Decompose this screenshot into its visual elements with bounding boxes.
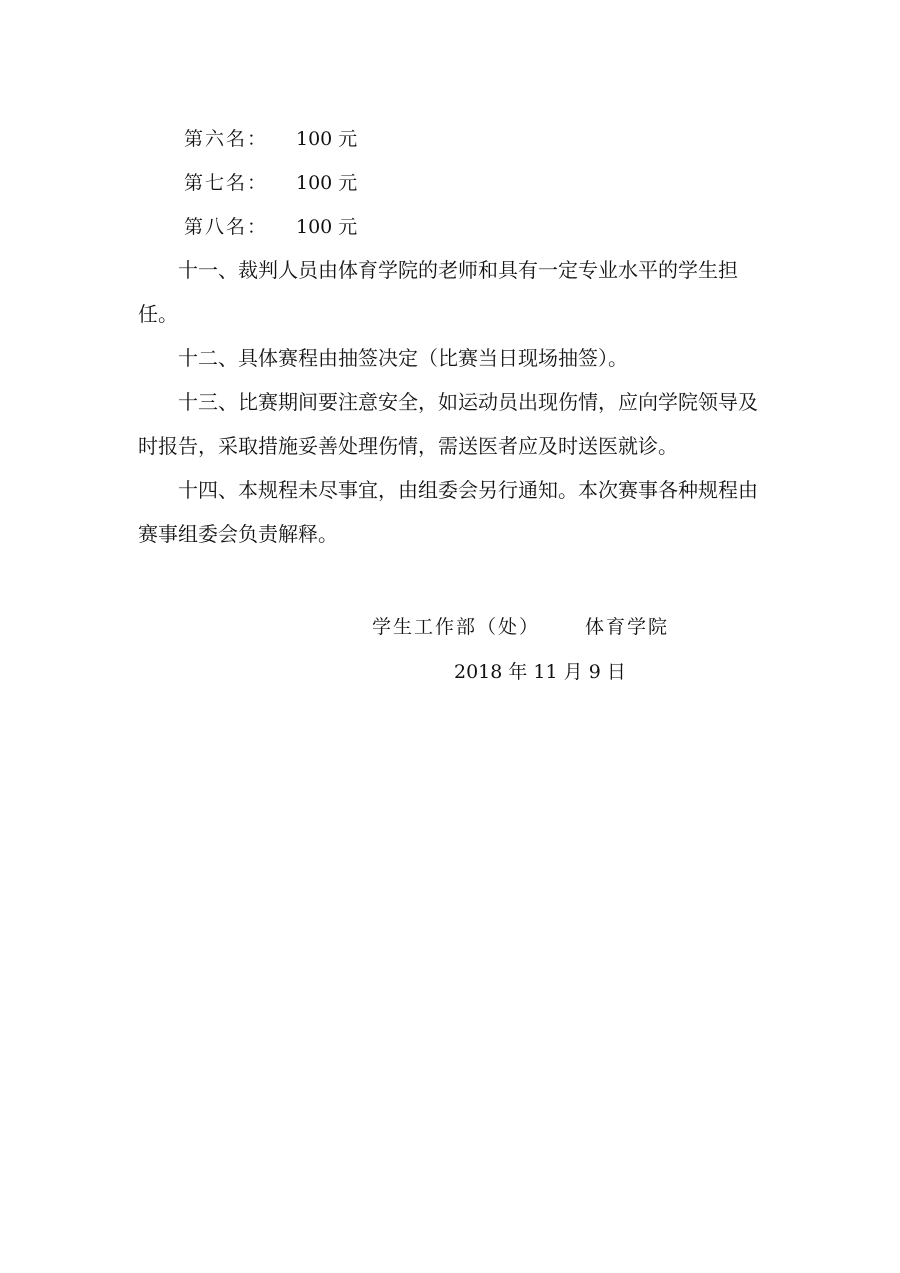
clause-11: 十一、裁判人员由体育学院的老师和具有一定专业水平的学生担任。 bbox=[138, 258, 738, 326]
prize-row-6 bbox=[184, 124, 358, 151]
prize-amount: 100 元 bbox=[296, 172, 358, 194]
prize-rank: 第七名： bbox=[184, 172, 269, 194]
prize-amount: 100 元 bbox=[296, 216, 358, 238]
prize-rank: 第八名： bbox=[184, 216, 269, 238]
clause-13: 十三、比赛期间要注意安全，如运动员出现伤情，应向学院领导及时报告，采取措施妥善处理伤情，需送医者应及时送医就诊。 bbox=[138, 390, 758, 458]
prize-row-7 bbox=[184, 168, 358, 195]
prize-rank: 第六名： bbox=[184, 128, 269, 150]
clause-14: 十四、本规程未尽事宜，由组委会另行通知。本次赛事各种规程由赛事组委会负责解释。 bbox=[138, 478, 758, 546]
prize-row-8 bbox=[184, 212, 358, 239]
prize-amount: 100 元 bbox=[296, 128, 358, 150]
signature-org-pe-college: 体育学院 bbox=[585, 616, 670, 638]
clause-12: 十二、具体赛程由抽签决定（比赛当日现场抽签）。 bbox=[178, 346, 628, 370]
signature-date: 2018 年 11 月 9 日 bbox=[454, 661, 626, 683]
signature-org-student-affairs: 学生工作部（处） bbox=[372, 616, 541, 638]
